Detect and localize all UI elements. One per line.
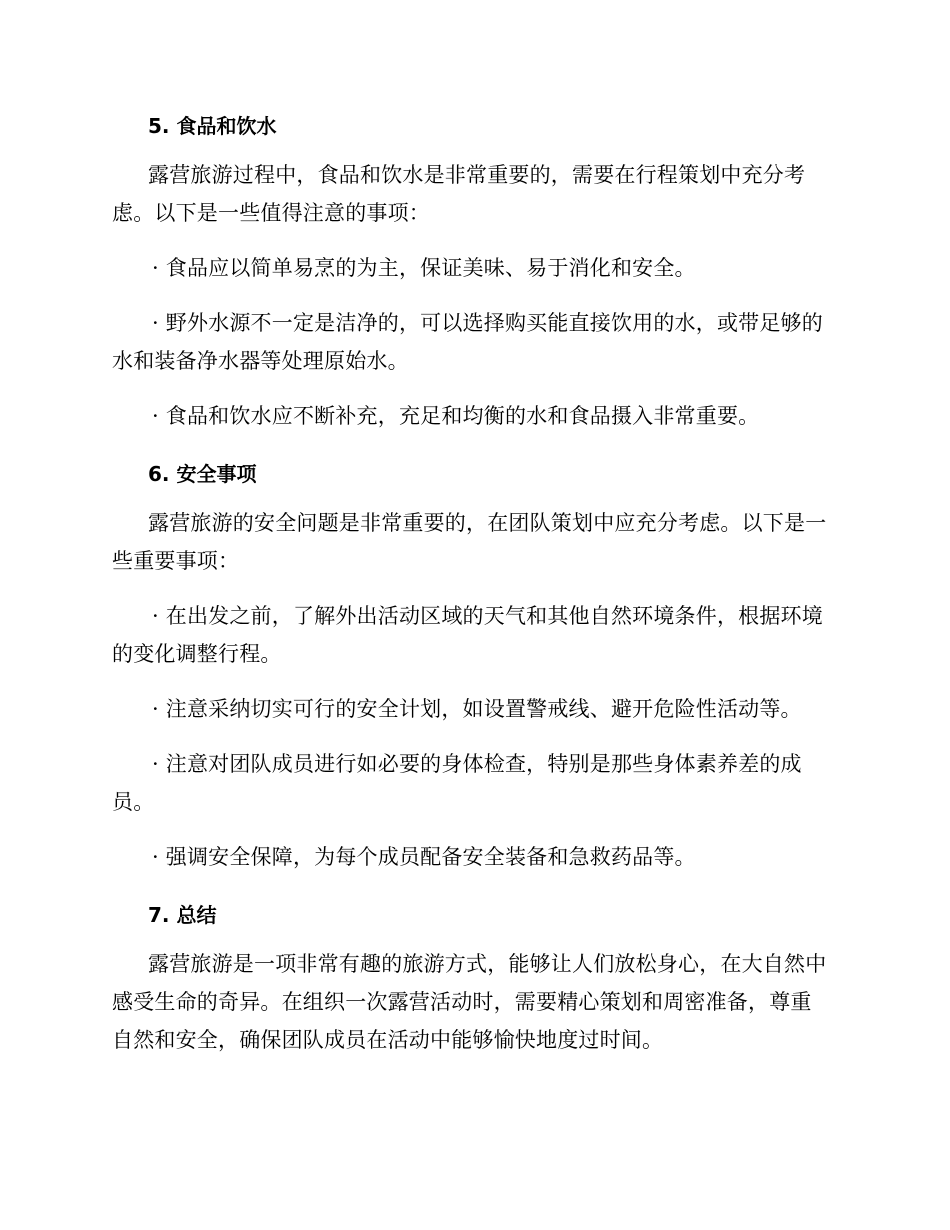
section-heading: 5. 食品和饮水: [148, 114, 277, 138]
section-summary: [112, 893, 832, 1059]
bullet-item: · 食品和饮水应不断补充，充足和均衡的水和食品摄入非常重要。: [152, 404, 760, 428]
bullet-item: · 在出发之前，了解外出活动区域的天气和其他自然环境条件，根据环境的变化调整行程。: [112, 604, 823, 666]
bullet-item: · 强调安全保障，为每个成员配备安全装备和急救药品等。: [152, 845, 696, 869]
section-safety: [112, 452, 832, 876]
section-heading: 7. 总结: [148, 903, 217, 927]
section-intro: 露营旅游过程中，食品和饮水是非常重要的，需要在行程策划中充分考虑。以下是一些值得注意的事项：: [112, 163, 806, 225]
section-intro: 露营旅游的安全问题是非常重要的，在团队策划中应充分考虑。以下是一些重要事项：: [112, 511, 827, 573]
bullet-item: · 野外水源不一定是洁净的，可以选择购买能直接饮用的水，或带足够的水和装备净水器等处理原始水。: [112, 311, 823, 373]
bullet-item: · 注意对团队成员进行如必要的身体检查，特别是那些身体素养差的成员。: [112, 752, 802, 814]
document-body: [112, 104, 832, 1076]
section-food-water: [112, 104, 832, 435]
section-intro: 露营旅游是一项非常有趣的旅游方式，能够让人们放松身心，在大自然中感受生命的奇异。在组织一次露营活动时，需要精心策划和周密准备，尊重自然和安全，确保团队成员在活动中能够愉快地度过时间。: [112, 952, 827, 1052]
section-heading: 6. 安全事项: [148, 462, 257, 486]
bullet-item: · 食品应以简单易烹的为主，保证美味、易于消化和安全。: [152, 256, 696, 280]
bullet-item: · 注意采纳切实可行的安全计划，如设置警戒线、避开危险性活动等。: [152, 697, 802, 721]
